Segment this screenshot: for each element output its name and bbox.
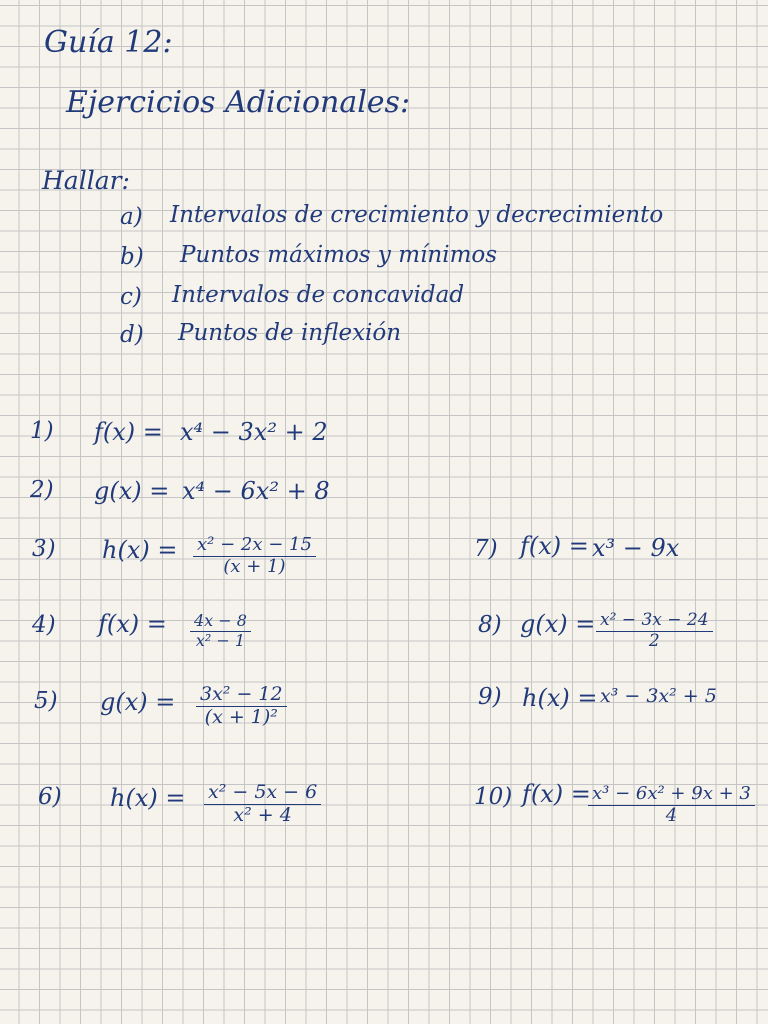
function-name: f(x) =: [94, 418, 163, 446]
fraction: [596, 612, 713, 651]
function-name: f(x) =: [520, 532, 589, 560]
task-text-b: Puntos máximos y mínimos: [180, 242, 498, 268]
function-expression: x⁴ − 3x² + 2: [180, 418, 328, 446]
denominator: 4: [665, 804, 678, 826]
section-subtitle: Ejercicios Adicionales:: [66, 85, 411, 120]
exercise-number: 4): [32, 612, 56, 638]
exercise-number: 5): [34, 688, 58, 714]
numerator: x² − 3x − 24: [596, 612, 713, 632]
exercise-number: 10): [474, 784, 513, 810]
function-name: f(x) =: [522, 780, 591, 808]
task-text-a: Intervalos de crecimiento y decrecimiento: [170, 202, 664, 228]
task-label-d: d): [120, 322, 144, 348]
denominator: (x + 1)²: [204, 705, 278, 728]
exercise-number: 2): [30, 477, 54, 503]
denominator: x² + 4: [233, 803, 292, 826]
exercise-number: 9): [478, 684, 502, 710]
function-expression: x⁴ − 6x² + 8: [182, 477, 330, 505]
function-expression: x³ − 9x: [592, 534, 680, 562]
fraction: [588, 785, 755, 826]
fraction: [196, 685, 287, 728]
exercise-number: 3): [32, 536, 56, 562]
denominator: (x + 1): [223, 555, 286, 577]
fraction: [190, 613, 251, 650]
task-label-a: a): [120, 204, 143, 230]
denominator: x² − 1: [195, 630, 246, 650]
function-name: h(x) =: [522, 684, 598, 712]
numerator: 3x² − 12: [196, 685, 287, 707]
exercise-number: 8): [478, 612, 502, 638]
numerator: x² − 2x − 15: [193, 536, 316, 557]
function-name: g(x) =: [520, 610, 596, 638]
numerator: x² − 5x − 6: [204, 783, 321, 805]
task-text-c: Intervalos de concavidad: [172, 282, 465, 308]
task-label-b: b): [120, 244, 144, 270]
function-name: g(x) =: [100, 688, 176, 716]
page-title: Guía 12:: [44, 25, 173, 60]
function-name: f(x) =: [98, 610, 167, 638]
exercise-number: 7): [474, 536, 498, 562]
exercise-number: 6): [38, 784, 62, 810]
denominator: 2: [648, 630, 660, 651]
task-label-c: c): [120, 284, 142, 310]
function-name: g(x) =: [94, 477, 170, 505]
function-name: h(x) =: [102, 536, 178, 564]
function-expression: x³ − 3x² + 5: [600, 685, 717, 707]
fraction: [204, 783, 321, 826]
exercise-number: 1): [30, 418, 54, 444]
task-text-d: Puntos de inflexión: [178, 320, 402, 346]
numerator: 4x − 8: [190, 613, 251, 632]
fraction: [193, 536, 316, 577]
instruction-label: Hallar:: [42, 166, 130, 195]
numerator: x³ − 6x² + 9x + 3: [588, 785, 755, 806]
function-name: h(x) =: [110, 784, 186, 812]
